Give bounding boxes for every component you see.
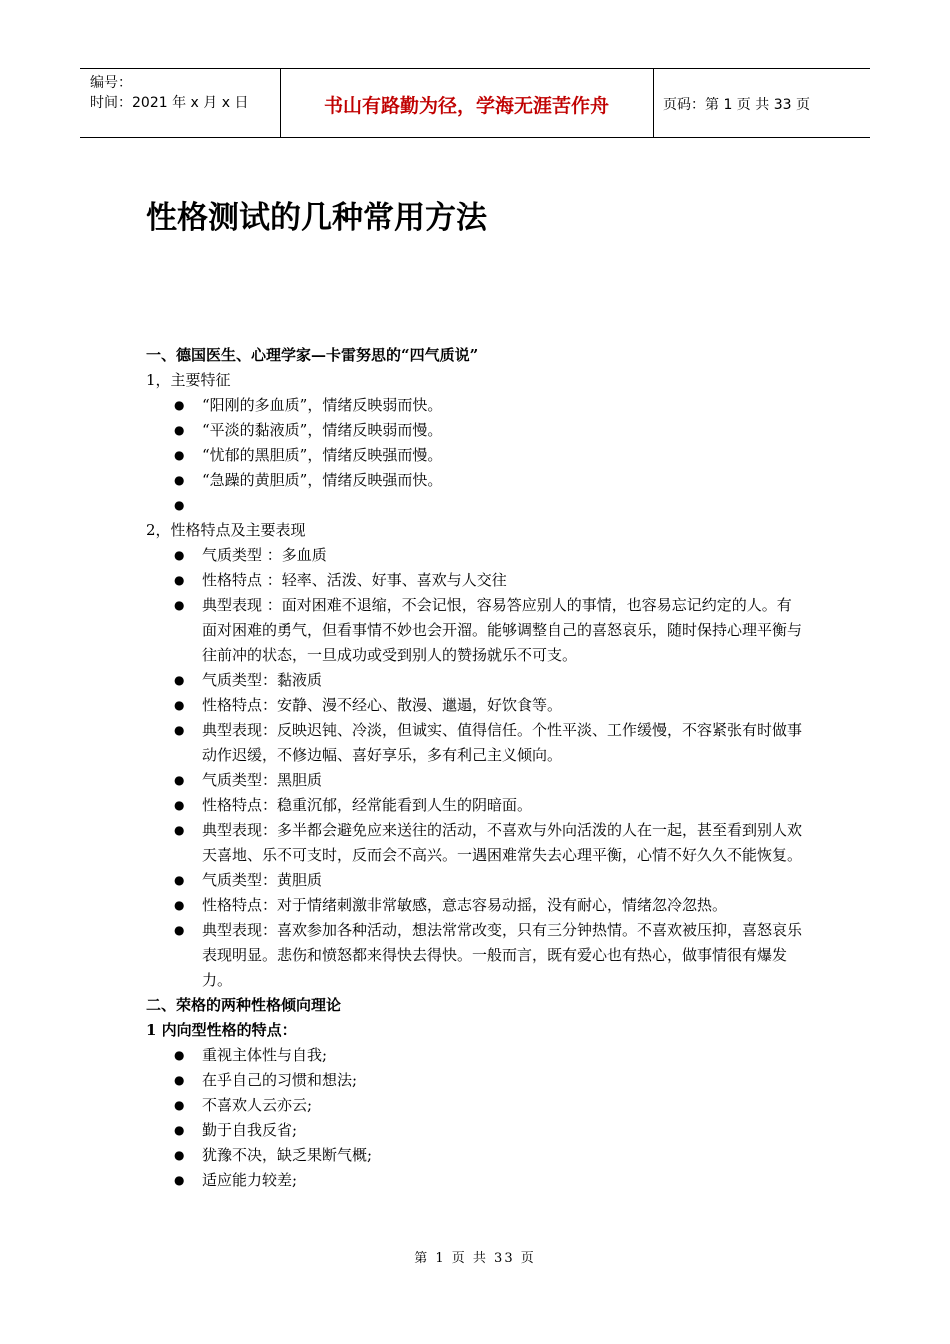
- section2-heading: 二、荣格的两种性格倾向理论: [146, 996, 342, 1014]
- list-item: ● 气质类型：黏液质: [146, 668, 806, 693]
- list-item: ● 性格特点 ：轻率、活泼、好事、喜欢与人交往: [146, 568, 806, 593]
- bullet-icon: ●: [174, 923, 185, 937]
- section1-heading: 一、德国医生、心理学家—卡雷努思的“四气质说”: [146, 346, 479, 364]
- list-item: ● 典型表现：多半都会避免应来送往的活动，不喜欢与外向活泼的人在一起，甚至看到别人欢天喜地、乐不可支时，反而会不高兴。一遇困难常失去心理平衡，心情不好久久不能恢复。: [146, 818, 806, 868]
- bullet-icon: ●: [174, 473, 185, 487]
- list-item: ● 勤于自我反省;: [146, 1118, 806, 1143]
- list-item-empty: [146, 493, 806, 518]
- section2-subheading: 1 内向型性格的特点：: [146, 1021, 297, 1039]
- page-header: [80, 68, 870, 138]
- bullet-icon: ●: [174, 823, 185, 837]
- header-page-cell: [653, 69, 870, 137]
- list-item: ● 在乎自己的习惯和想法;: [146, 1068, 806, 1093]
- introvert-traits-list: [146, 1043, 806, 1193]
- bullet-icon: ●: [174, 698, 185, 712]
- list-item: ● 典型表现：喜欢参加各种活动，想法常常改变，只有三分钟热情。不喜欢被压抑，喜怒哀乐表现明显。悲伤和愤怒都来得快去得快。一般而言，既有爱心也有热心，做事情很有爆发力。: [146, 918, 806, 993]
- list-item: ● “急躁的黄胆质”，情绪反映强而快。: [146, 468, 806, 493]
- bullet-icon: ●: [174, 423, 185, 437]
- list-item: ● 犹豫不决，缺乏果断气概;: [146, 1143, 806, 1168]
- features-list: [146, 393, 806, 518]
- list-item: ● 适应能力较差;: [146, 1168, 806, 1193]
- list-item: ● 不喜欢人云亦云;: [146, 1093, 806, 1118]
- header-motto-cell: [280, 69, 654, 137]
- list-item: ● 气质类型 ：多血质: [146, 543, 806, 568]
- document-body: [146, 343, 806, 1193]
- bullet-icon: ●: [174, 1048, 185, 1062]
- list-item: ● 性格特点：安静、漫不经心、散漫、邋遢，好饮食等。: [146, 693, 806, 718]
- section1-subheading-traits: 2，性格特点及主要表现: [146, 521, 306, 539]
- bullet-icon: ●: [174, 898, 185, 912]
- bullet-icon: ●: [174, 723, 185, 737]
- bullet-icon: ●: [174, 873, 185, 887]
- bullet-icon: ●: [174, 573, 185, 587]
- list-item: ● 气质类型：黄胆质: [146, 868, 806, 893]
- bullet-icon: ●: [174, 1173, 185, 1187]
- traits-list: [146, 543, 806, 993]
- bullet-icon: ●: [174, 398, 185, 412]
- document-number-label: 编号：: [90, 75, 132, 91]
- list-item: ● 气质类型：黑胆质: [146, 768, 806, 793]
- list-item: ● 典型表现：反映迟钝、冷淡，但诚实、值得信任。个性平淡、工作缓慢，不容紧张有时做事动作迟缓，不修边幅、喜好享乐，多有利己主义倾向。: [146, 718, 806, 768]
- bullet-icon: ●: [174, 1148, 185, 1162]
- list-item: ● “忧郁的黑胆质”，情绪反映强而慢。: [146, 443, 806, 468]
- document-date: 时间：2021 年 x 月 x 日: [90, 95, 249, 111]
- list-item: ● 性格特点：稳重沉郁，经常能看到人生的阴暗面。: [146, 793, 806, 818]
- list-item: ● 典型表现 ：面对困难不退缩，不会记恨，容易答应别人的事情，也容易忘记约定的人。有面对困难的勇气，但看事情不妙也会开溜。能够调整自己的喜怒哀乐，随时保持心理平衡与往前冲的状态，一旦成功或受到别人的赞扬就乐不可支。: [146, 593, 806, 668]
- bullet-icon: ●: [174, 548, 185, 562]
- bullet-icon: ●: [174, 1073, 185, 1087]
- section1-subheading-features: 1，主要特征: [146, 371, 231, 389]
- list-item: ● 性格特点：对于情绪刺激非常敏感，意志容易动摇，没有耐心，情绪忽冷忽热。: [146, 893, 806, 918]
- bullet-icon: ●: [174, 598, 185, 612]
- list-item: ● 重视主体性与自我;: [146, 1043, 806, 1068]
- header-motto: 书山有路勤为径，学海无涯苦作舟: [323, 95, 609, 117]
- header-meta-cell: [80, 69, 281, 137]
- bullet-icon: ●: [174, 498, 185, 512]
- header-page-info: 页码：第 1 页 共 33 页: [663, 97, 810, 113]
- document-title: 性格测试的几种常用方法: [146, 200, 487, 236]
- bullet-icon: ●: [174, 448, 185, 462]
- page-footer: 第 1 页 共 33 页: [414, 1251, 536, 1266]
- bullet-icon: ●: [174, 798, 185, 812]
- bullet-icon: ●: [174, 1123, 185, 1137]
- bullet-icon: ●: [174, 1098, 185, 1112]
- list-item: ● “阳刚的多血质”，情绪反映弱而快。: [146, 393, 806, 418]
- bullet-icon: ●: [174, 773, 185, 787]
- bullet-icon: ●: [174, 673, 185, 687]
- list-item: ● “平淡的黏液质”，情绪反映弱而慢。: [146, 418, 806, 443]
